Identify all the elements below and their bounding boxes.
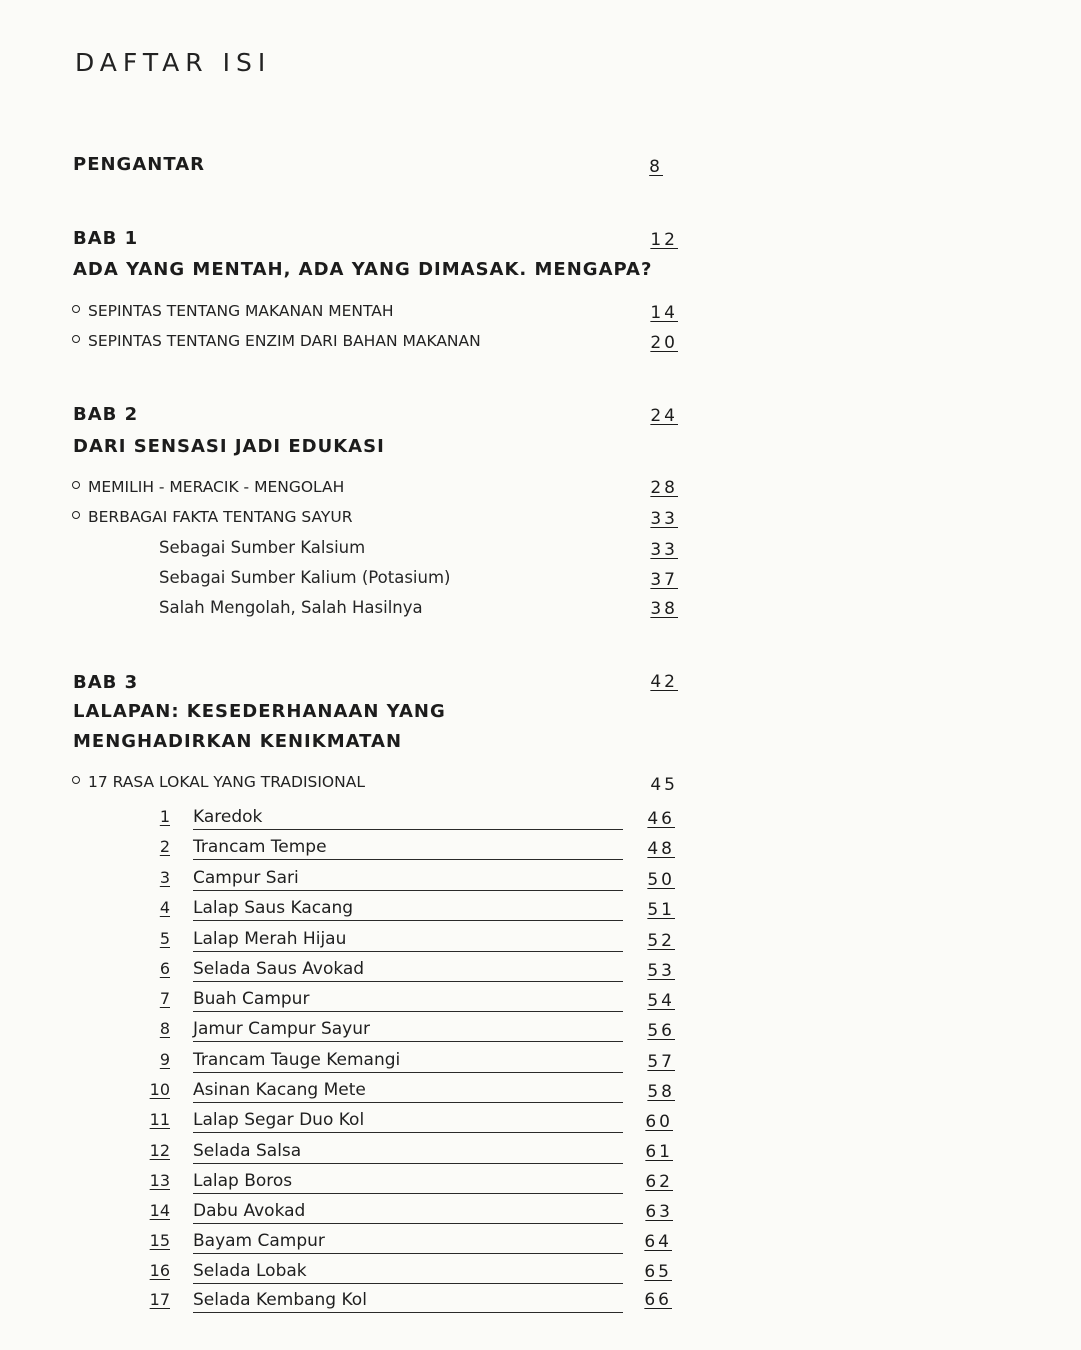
bab2-subitem-1-page[interactable]: 33 (650, 540, 678, 560)
recipe-page[interactable]: 53 (647, 961, 675, 981)
recipe-number: 12 (149, 1141, 170, 1160)
recipe-name: Buah Campur (193, 989, 623, 1012)
recipe-name: Lalap Merah Hijau (193, 929, 623, 952)
recipe-number: 9 (159, 1050, 170, 1069)
bullet-icon (72, 776, 80, 784)
bab2-item-2-label: BERBAGAI FAKTA TENTANG SAYUR (88, 508, 353, 526)
recipe-row[interactable] (148, 929, 623, 953)
recipe-name: Selada Salsa (193, 1141, 623, 1164)
recipe-name: Selada Saus Avokad (193, 959, 623, 982)
bab3-title-line1: LALAPAN: KESEDERHANAAN YANG (73, 701, 446, 722)
recipe-row[interactable] (148, 1290, 623, 1314)
bab1-item-1[interactable] (72, 302, 394, 320)
recipe-page[interactable]: 60 (645, 1112, 673, 1132)
recipe-name: Lalap Saus Kacang (193, 898, 623, 921)
bab2-subitem-2[interactable]: Sebagai Sumber Kalium (Potasium) (159, 568, 451, 587)
recipe-number: 2 (159, 837, 170, 856)
recipe-number: 14 (149, 1201, 170, 1220)
recipe-row[interactable] (148, 1110, 623, 1134)
bab1-page[interactable]: 12 (650, 230, 678, 250)
bab2-item-1-page[interactable]: 28 (650, 478, 678, 498)
recipe-name: Lalap Boros (193, 1171, 623, 1194)
recipe-number: 3 (159, 868, 170, 887)
bab2-subitem-3[interactable]: Salah Mengolah, Salah Hasilnya (159, 598, 423, 617)
recipe-row[interactable] (148, 1050, 623, 1074)
recipe-name: Campur Sari (193, 868, 623, 891)
bab2-item-2[interactable] (72, 508, 353, 526)
recipe-row[interactable] (148, 1261, 623, 1285)
recipe-row[interactable] (148, 868, 623, 892)
recipe-row[interactable] (148, 1019, 623, 1043)
recipe-row[interactable] (148, 989, 623, 1013)
recipe-number: 7 (159, 989, 170, 1008)
recipe-name: Asinan Kacang Mete (193, 1080, 623, 1103)
recipe-name: Bayam Campur (193, 1231, 623, 1254)
bab3-title-line2: MENGHADIRKAN KENIKMATAN (73, 731, 403, 752)
recipe-page[interactable]: 54 (647, 991, 675, 1011)
recipe-number: 4 (159, 898, 170, 917)
recipe-page[interactable]: 56 (647, 1021, 675, 1041)
recipe-page[interactable]: 50 (647, 870, 675, 890)
recipe-row[interactable] (148, 1201, 623, 1225)
recipe-page[interactable]: 57 (647, 1052, 675, 1072)
recipe-row[interactable] (148, 837, 623, 861)
bab2-label[interactable]: BAB 2 (73, 404, 139, 425)
bab3-page[interactable]: 42 (650, 672, 678, 692)
recipe-number: 8 (159, 1019, 170, 1038)
page-title: DAFTAR ISI (75, 48, 272, 77)
recipe-number: 17 (149, 1290, 170, 1309)
recipe-name: Dabu Avokad (193, 1201, 623, 1224)
recipe-number: 6 (159, 959, 170, 978)
recipe-page[interactable]: 46 (647, 809, 675, 829)
recipe-row[interactable] (148, 1171, 623, 1195)
recipe-number: 16 (149, 1261, 170, 1280)
bab2-item-2-page[interactable]: 33 (650, 509, 678, 529)
recipe-name: Jamur Campur Sayur (193, 1019, 623, 1042)
bab3-item-label: 17 RASA LOKAL YANG TRADISIONAL (88, 773, 365, 791)
recipe-row[interactable] (148, 1141, 623, 1165)
recipe-name: Lalap Segar Duo Kol (193, 1110, 623, 1133)
recipe-name: Selada Lobak (193, 1261, 623, 1284)
recipe-number: 10 (149, 1080, 170, 1099)
bab1-item-1-label: SEPINTAS TENTANG MAKANAN MENTAH (88, 302, 394, 320)
recipe-page[interactable]: 63 (645, 1202, 673, 1222)
recipe-page[interactable]: 52 (647, 931, 675, 951)
recipe-number: 13 (149, 1171, 170, 1190)
recipe-number: 5 (159, 929, 170, 948)
bullet-icon (72, 305, 80, 313)
bab3-item-page[interactable]: 45 (650, 775, 678, 795)
recipe-number: 1 (159, 807, 170, 826)
recipe-row[interactable] (148, 959, 623, 983)
bullet-icon (72, 335, 80, 343)
bullet-icon (72, 481, 80, 489)
bab2-subitem-1[interactable]: Sebagai Sumber Kalsium (159, 538, 366, 557)
recipe-page[interactable]: 62 (645, 1172, 673, 1192)
bab2-page[interactable]: 24 (650, 406, 678, 426)
bab1-title: ADA YANG MENTAH, ADA YANG DIMASAK. MENGAPA? (73, 259, 653, 280)
bab3-label[interactable]: BAB 3 (73, 672, 139, 693)
bab3-item[interactable] (72, 773, 365, 791)
bab1-item-1-page[interactable]: 14 (650, 303, 678, 323)
pengantar-heading[interactable]: PENGANTAR (73, 154, 205, 175)
recipe-page[interactable]: 58 (647, 1082, 675, 1102)
bab2-item-1[interactable] (72, 478, 344, 496)
recipe-number: 15 (149, 1231, 170, 1250)
bab2-title: DARI SENSASI JADI EDUKASI (73, 436, 385, 457)
recipe-row[interactable] (148, 1231, 623, 1255)
recipe-row[interactable] (148, 807, 623, 831)
recipe-name: Karedok (193, 807, 623, 830)
recipe-page[interactable]: 51 (647, 900, 675, 920)
recipe-page[interactable]: 61 (645, 1142, 673, 1162)
bab1-item-2[interactable] (72, 332, 481, 350)
recipe-page[interactable]: 48 (647, 839, 675, 859)
bab2-subitem-2-page[interactable]: 37 (650, 570, 678, 590)
recipe-number: 11 (149, 1110, 170, 1129)
recipe-name: Trancam Tempe (193, 837, 623, 860)
bab2-subitem-3-page[interactable]: 38 (650, 599, 678, 619)
recipe-row[interactable] (148, 1080, 623, 1104)
bab2-item-1-label: MEMILIH - MERACIK - MENGOLAH (88, 478, 345, 496)
recipe-page[interactable]: 65 (644, 1262, 672, 1282)
bab1-label[interactable]: BAB 1 (73, 228, 139, 249)
recipe-name: Selada Kembang Kol (193, 1290, 623, 1313)
recipe-page[interactable]: 66 (644, 1290, 672, 1310)
recipe-page[interactable]: 64 (644, 1232, 672, 1252)
recipe-name: Trancam Tauge Kemangi (193, 1050, 623, 1073)
bab1-item-2-label: SEPINTAS TENTANG ENZIM DARI BAHAN MAKANAN (88, 332, 481, 350)
bab1-item-2-page[interactable]: 20 (650, 333, 678, 353)
recipe-row[interactable] (148, 898, 623, 922)
pengantar-page[interactable]: 8 (649, 157, 663, 177)
bullet-icon (72, 511, 80, 519)
